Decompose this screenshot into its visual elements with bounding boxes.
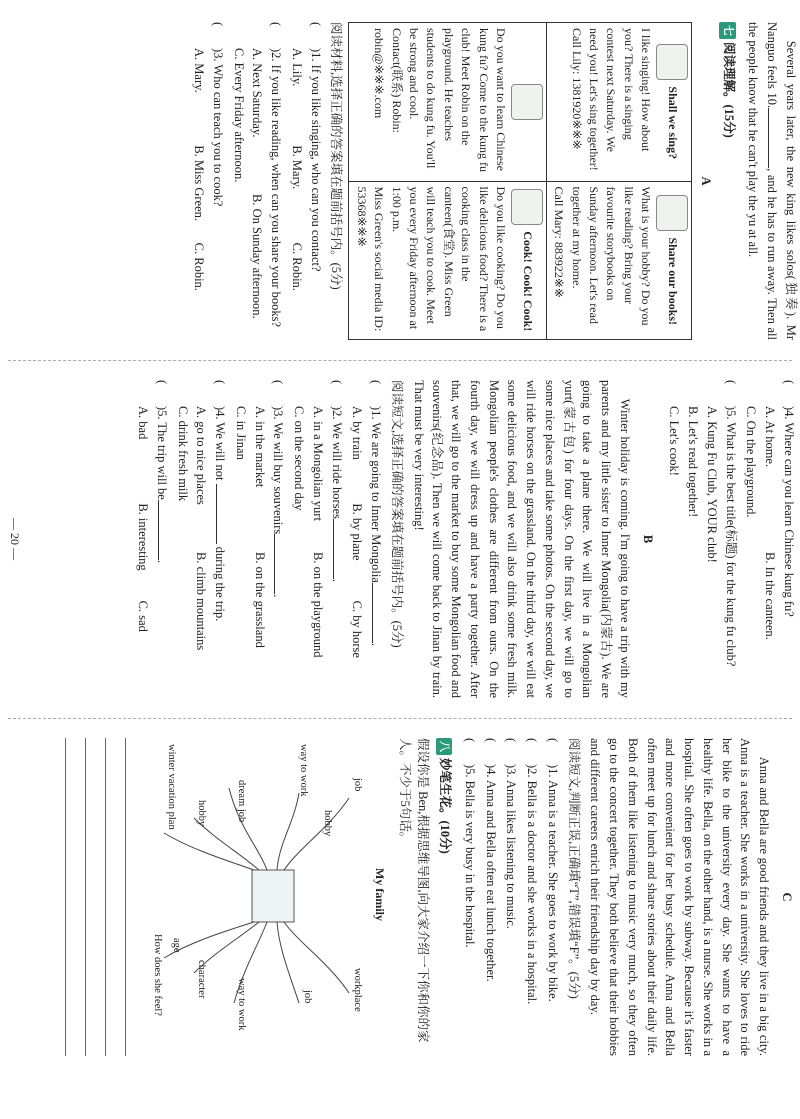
answer-blank[interactable] bbox=[768, 108, 781, 168]
chef-picture bbox=[511, 189, 543, 225]
option[interactable]: A. Next Saturday. bbox=[250, 48, 265, 138]
map-label-way-to-work: way to work bbox=[298, 744, 309, 797]
question-text: )4. Where can you learn Chinese kung fu? bbox=[782, 406, 796, 617]
option[interactable]: A. At home. bbox=[763, 406, 778, 468]
section-badge: 八 bbox=[436, 738, 453, 755]
question-text: )3. Anna likes listening to music. bbox=[504, 764, 519, 929]
question-a1[interactable]: ( )1. If you like singing, who can you contact? bbox=[306, 22, 325, 340]
option[interactable]: B. on the grassland bbox=[252, 552, 267, 648]
column-left bbox=[0, 22, 800, 340]
map-label-hobby: hobby bbox=[322, 810, 333, 837]
question-b1[interactable]: ( )1. We are going to Inner Mongolia . bbox=[367, 380, 386, 698]
options-b4-c bbox=[173, 380, 192, 698]
ad-contact: Contact(联系) Robin: robin@※※※.com bbox=[372, 28, 404, 133]
option[interactable]: C. Robin. bbox=[289, 242, 304, 291]
story-ending-text-2: , and he has to run away. Then all the people know that he can't play the yu at all. bbox=[746, 22, 780, 340]
question-text: )4. Anna and Bella often eat lunch together. bbox=[483, 764, 498, 982]
options-b2-c bbox=[290, 380, 309, 698]
option[interactable]: B. by plane bbox=[350, 503, 365, 561]
option[interactable]: A. Mary. bbox=[192, 48, 207, 93]
map-label-winter-plan: winter vacation plan bbox=[166, 744, 177, 830]
writing-line[interactable] bbox=[85, 738, 105, 1056]
question-text: )2. We will ride horses bbox=[329, 406, 344, 519]
options-b3-c bbox=[231, 380, 250, 698]
option[interactable]: C. sad bbox=[136, 600, 151, 632]
option[interactable]: A. by train bbox=[350, 406, 365, 460]
option[interactable]: C. Every Friday afternoon. bbox=[231, 48, 246, 183]
passage-a-label: A bbox=[699, 176, 713, 186]
option[interactable]: B. interesting bbox=[136, 503, 151, 571]
option[interactable]: A. go to nice places bbox=[194, 406, 209, 505]
option[interactable]: C. drink fresh milk bbox=[175, 406, 190, 502]
ad-contact: Call Lily: 1381920※※※ bbox=[569, 28, 584, 150]
option[interactable]: A. bad bbox=[136, 406, 151, 440]
page-number: — 20 — bbox=[8, 518, 22, 560]
question-b4[interactable]: ( )4. We will not during the trip. bbox=[211, 380, 230, 698]
passage-b-label: B bbox=[640, 534, 655, 544]
answer-blank[interactable] bbox=[372, 583, 385, 643]
mind-map-title: My family bbox=[373, 868, 387, 921]
question-text: )3. Who can teach you to cook? bbox=[210, 48, 225, 207]
column-middle bbox=[0, 380, 800, 698]
family-photo bbox=[252, 870, 294, 922]
story-ending bbox=[744, 22, 800, 340]
question-a2[interactable]: ( )2. If you like reading, when can you share your books? bbox=[266, 22, 285, 340]
map-label-job: job bbox=[352, 778, 363, 792]
question-b3[interactable]: ( )3. We will buy souvenirs . bbox=[269, 380, 288, 698]
section-eight-header bbox=[436, 738, 455, 1056]
question-a5[interactable]: ( )5. What is the best title(标题) for the kung fu club? bbox=[721, 380, 740, 698]
options-b5 bbox=[134, 380, 153, 698]
option[interactable]: C. Let's cook! bbox=[667, 406, 682, 476]
ad-title: Cook! Cook! Cook! bbox=[520, 231, 535, 332]
passage-b-text: Winter holiday is coming. I'm going to have a trip with my parents and my little sister to Inner Mongolia(内蒙古). We are going to take a plane there. We will live in a Mongolian yurt(蒙古包) for four days. On the first day, we will go to some nice places and take some photos. On the second day, we will ride horses on the grassland. On the third day, we will eat some delicious food, and we will also drink some fresh milk. Mongolian people's clothes are different from ours. On the fourth day, we will dress up and have a party together. After that, we will go to the market to buy some Mongolian food and souvenirs(纪念品). Then we will come back to Jinan by train. That must be very interesting! bbox=[411, 380, 632, 698]
question-c4[interactable]: ( )4. Anna and Bella often eat lunch together. bbox=[481, 738, 500, 1056]
options-a2 bbox=[248, 22, 267, 340]
question-text: )5. Bella is very busy in the hospital. bbox=[463, 764, 477, 948]
column-divider bbox=[8, 718, 792, 719]
options-a5-b bbox=[684, 380, 703, 698]
writing-line[interactable] bbox=[125, 738, 145, 1056]
option[interactable]: B. In the canteen. bbox=[763, 552, 778, 640]
ad-singing bbox=[546, 23, 691, 182]
question-text: )1. If you like singing, who can you contact? bbox=[308, 48, 323, 272]
writing-line[interactable] bbox=[65, 738, 85, 1056]
section-badge: 七 bbox=[719, 22, 736, 39]
section-title: 妙笔生花。(10分) bbox=[438, 758, 453, 854]
options-a3 bbox=[189, 22, 208, 340]
map-label-age: age bbox=[171, 938, 182, 953]
ad-title: Shall we sing? bbox=[665, 86, 680, 160]
singer-picture bbox=[656, 44, 688, 80]
instruction-c: 阅读短文,判断正误,正确填“T”,错误填“F”。(5分) bbox=[566, 738, 581, 999]
writing-lines[interactable] bbox=[65, 738, 145, 1056]
option[interactable]: B. On Sunday afternoon. bbox=[250, 194, 265, 319]
instruction-b: 阅读短文,选择正确的答案填在题前括号内。(5分) bbox=[390, 380, 404, 648]
option[interactable]: B. climb mountains bbox=[194, 552, 209, 651]
options-b1 bbox=[348, 380, 367, 698]
option[interactable]: C. Robin. bbox=[192, 242, 207, 291]
column-right bbox=[0, 738, 800, 1056]
question-a3[interactable]: ( )3. Who can teach you to cook? bbox=[208, 22, 227, 340]
option[interactable]: C. on the second day bbox=[292, 406, 307, 511]
option[interactable]: C. in Jinan bbox=[234, 406, 248, 460]
column-divider bbox=[8, 360, 792, 361]
kung-fu-picture bbox=[511, 84, 543, 120]
answer-blank[interactable] bbox=[158, 500, 171, 560]
ad-text: I like singing! How about you? There is a singing contest next Saturday. We need you! Let's sing together! bbox=[587, 28, 654, 171]
instruction-a: 阅读材料,选择正确的答案填在题前括号内。(5分) bbox=[329, 22, 344, 290]
options-b4 bbox=[192, 380, 211, 698]
question-c5[interactable]: ( )5. Bella is very busy in the hospital. bbox=[460, 738, 479, 1056]
ad-text: Do you want to learn Chinese kung fu? Come to the kung fu club! Meet Robin on the playground. He teaches students to do kung fu. You'll be strong and cool. bbox=[406, 28, 508, 172]
question-text: )1. We are going to Inner Mongolia bbox=[369, 406, 384, 583]
option[interactable]: A. in a Mongolian yurt bbox=[311, 406, 325, 521]
answer-blank[interactable] bbox=[275, 534, 288, 594]
options-a1 bbox=[287, 22, 306, 340]
option[interactable]: B. Miss Green. bbox=[192, 145, 207, 222]
question-text: )4. We will not bbox=[213, 406, 228, 481]
ad-title: Share our books! bbox=[665, 237, 680, 326]
map-label-way-to-work-2: way to work bbox=[236, 978, 247, 1031]
option[interactable]: B. on the playground bbox=[311, 552, 325, 658]
question-text: )5. What is the best title(标题) for the kung fu club? bbox=[723, 406, 738, 667]
ad-books bbox=[546, 181, 691, 340]
question-text: )5. The trip will be bbox=[155, 406, 169, 500]
passage-c-text: Anna and Bella are good friends and they live in a big city. Anna is a teacher. She works in a university. She loves to ride her bike to the university every day. She wants to have a healthy life. Bella, on the other hand, is a nurse. She works in a hospital. She often goes to work by subway. Because it's faster and more convenient for her busy schedule. Anna and Bella often meet up for lunch and share stories about their daily life. Both of them like listening to music very much, so they often go to the concert together. They both believe that their hobbies and different careers enrich their friendship day by day. bbox=[588, 738, 772, 1056]
club-ads-table bbox=[348, 22, 692, 340]
map-label-hobby-2: hobby bbox=[196, 800, 207, 827]
ad-contact: Call Mary: 883922※※ bbox=[552, 186, 567, 298]
option[interactable]: C. by horse bbox=[350, 600, 365, 658]
map-label-job-2: job bbox=[302, 990, 313, 1004]
options-b2 bbox=[308, 380, 327, 698]
writing-line[interactable] bbox=[105, 738, 125, 1056]
option[interactable]: B. Let's read together! bbox=[686, 406, 701, 518]
options-a4-c bbox=[742, 380, 761, 698]
ad-contact: Miss Green's social media ID: 53368※※※ bbox=[354, 186, 387, 332]
question-text: )1. Anna is a teacher. She goes to work by bike. bbox=[546, 764, 560, 1002]
ad-text: Do you like cooking? Do you like delicious food? There is a cooking class in the canteen(食堂). Miss Green will teach you to cook. Meet you every Friday afternoon at 1:00 p.m. bbox=[389, 186, 508, 332]
books-picture bbox=[656, 195, 688, 231]
answer-blank[interactable] bbox=[333, 519, 346, 579]
option[interactable]: B. Mary. bbox=[289, 145, 304, 190]
writing-instruction: 假设你是 Ben,根据思维导图,向大家介绍一下你和你的家人。不少于5句话。 bbox=[397, 738, 431, 1043]
question-c3[interactable]: ( )3. Anna likes listening to music. bbox=[502, 738, 521, 1056]
options-a5-c bbox=[665, 380, 684, 698]
question-c1[interactable]: ( )1. Anna is a teacher. She goes to work by bike. bbox=[543, 738, 562, 1056]
ad-text: What is your hobby? Do you like reading? Bring your favourite storybooks on Sunday afternoon. Let's read together at my home. bbox=[569, 186, 654, 326]
option[interactable]: A. Kung Fu Club, YOUR club! bbox=[705, 406, 719, 563]
question-c2[interactable]: ( )2. Bella is a doctor and she works in a hospital. bbox=[523, 738, 542, 1056]
section-seven-header bbox=[719, 22, 738, 340]
passage-c-label: C bbox=[780, 892, 794, 902]
question-b2[interactable]: ( )2. We will ride horses . bbox=[327, 380, 346, 698]
story-ending-text: Several years later, the new king likes solos(独奏). Mr Nanguo feels 10. bbox=[765, 22, 798, 340]
options-b3 bbox=[250, 380, 269, 698]
answer-blank[interactable] bbox=[216, 484, 229, 544]
map-label-how-feel: How does she feel? bbox=[152, 934, 163, 1016]
mind-map bbox=[149, 738, 389, 1056]
question-text-2: during the trip. bbox=[213, 546, 228, 622]
section-title: 阅读理解。(15分) bbox=[721, 42, 736, 138]
question-text: )2. Bella is a doctor and she works in a hospital. bbox=[525, 764, 540, 1005]
map-label-character: character bbox=[196, 960, 207, 999]
options-a4 bbox=[761, 380, 780, 698]
question-text: )3. We will buy souvenirs bbox=[271, 406, 286, 535]
option[interactable]: A. in the market bbox=[252, 406, 267, 488]
options-a5-a bbox=[702, 380, 721, 698]
options-a2-c bbox=[229, 22, 248, 340]
question-text: )2. If you like reading, when can you share your books? bbox=[269, 48, 284, 328]
question-b5[interactable]: ( )5. The trip will be . bbox=[152, 380, 171, 698]
option[interactable]: A. Lily. bbox=[289, 48, 304, 87]
map-label-workplace: workplace bbox=[352, 968, 363, 1012]
map-label-dream-job: dream job bbox=[236, 780, 247, 823]
ad-kung-fu bbox=[349, 23, 547, 182]
question-a4[interactable]: ( )4. Where can you learn Chinese kung fu? bbox=[779, 380, 798, 698]
option[interactable]: C. On the playground. bbox=[744, 406, 759, 518]
ad-cooking bbox=[349, 181, 547, 340]
